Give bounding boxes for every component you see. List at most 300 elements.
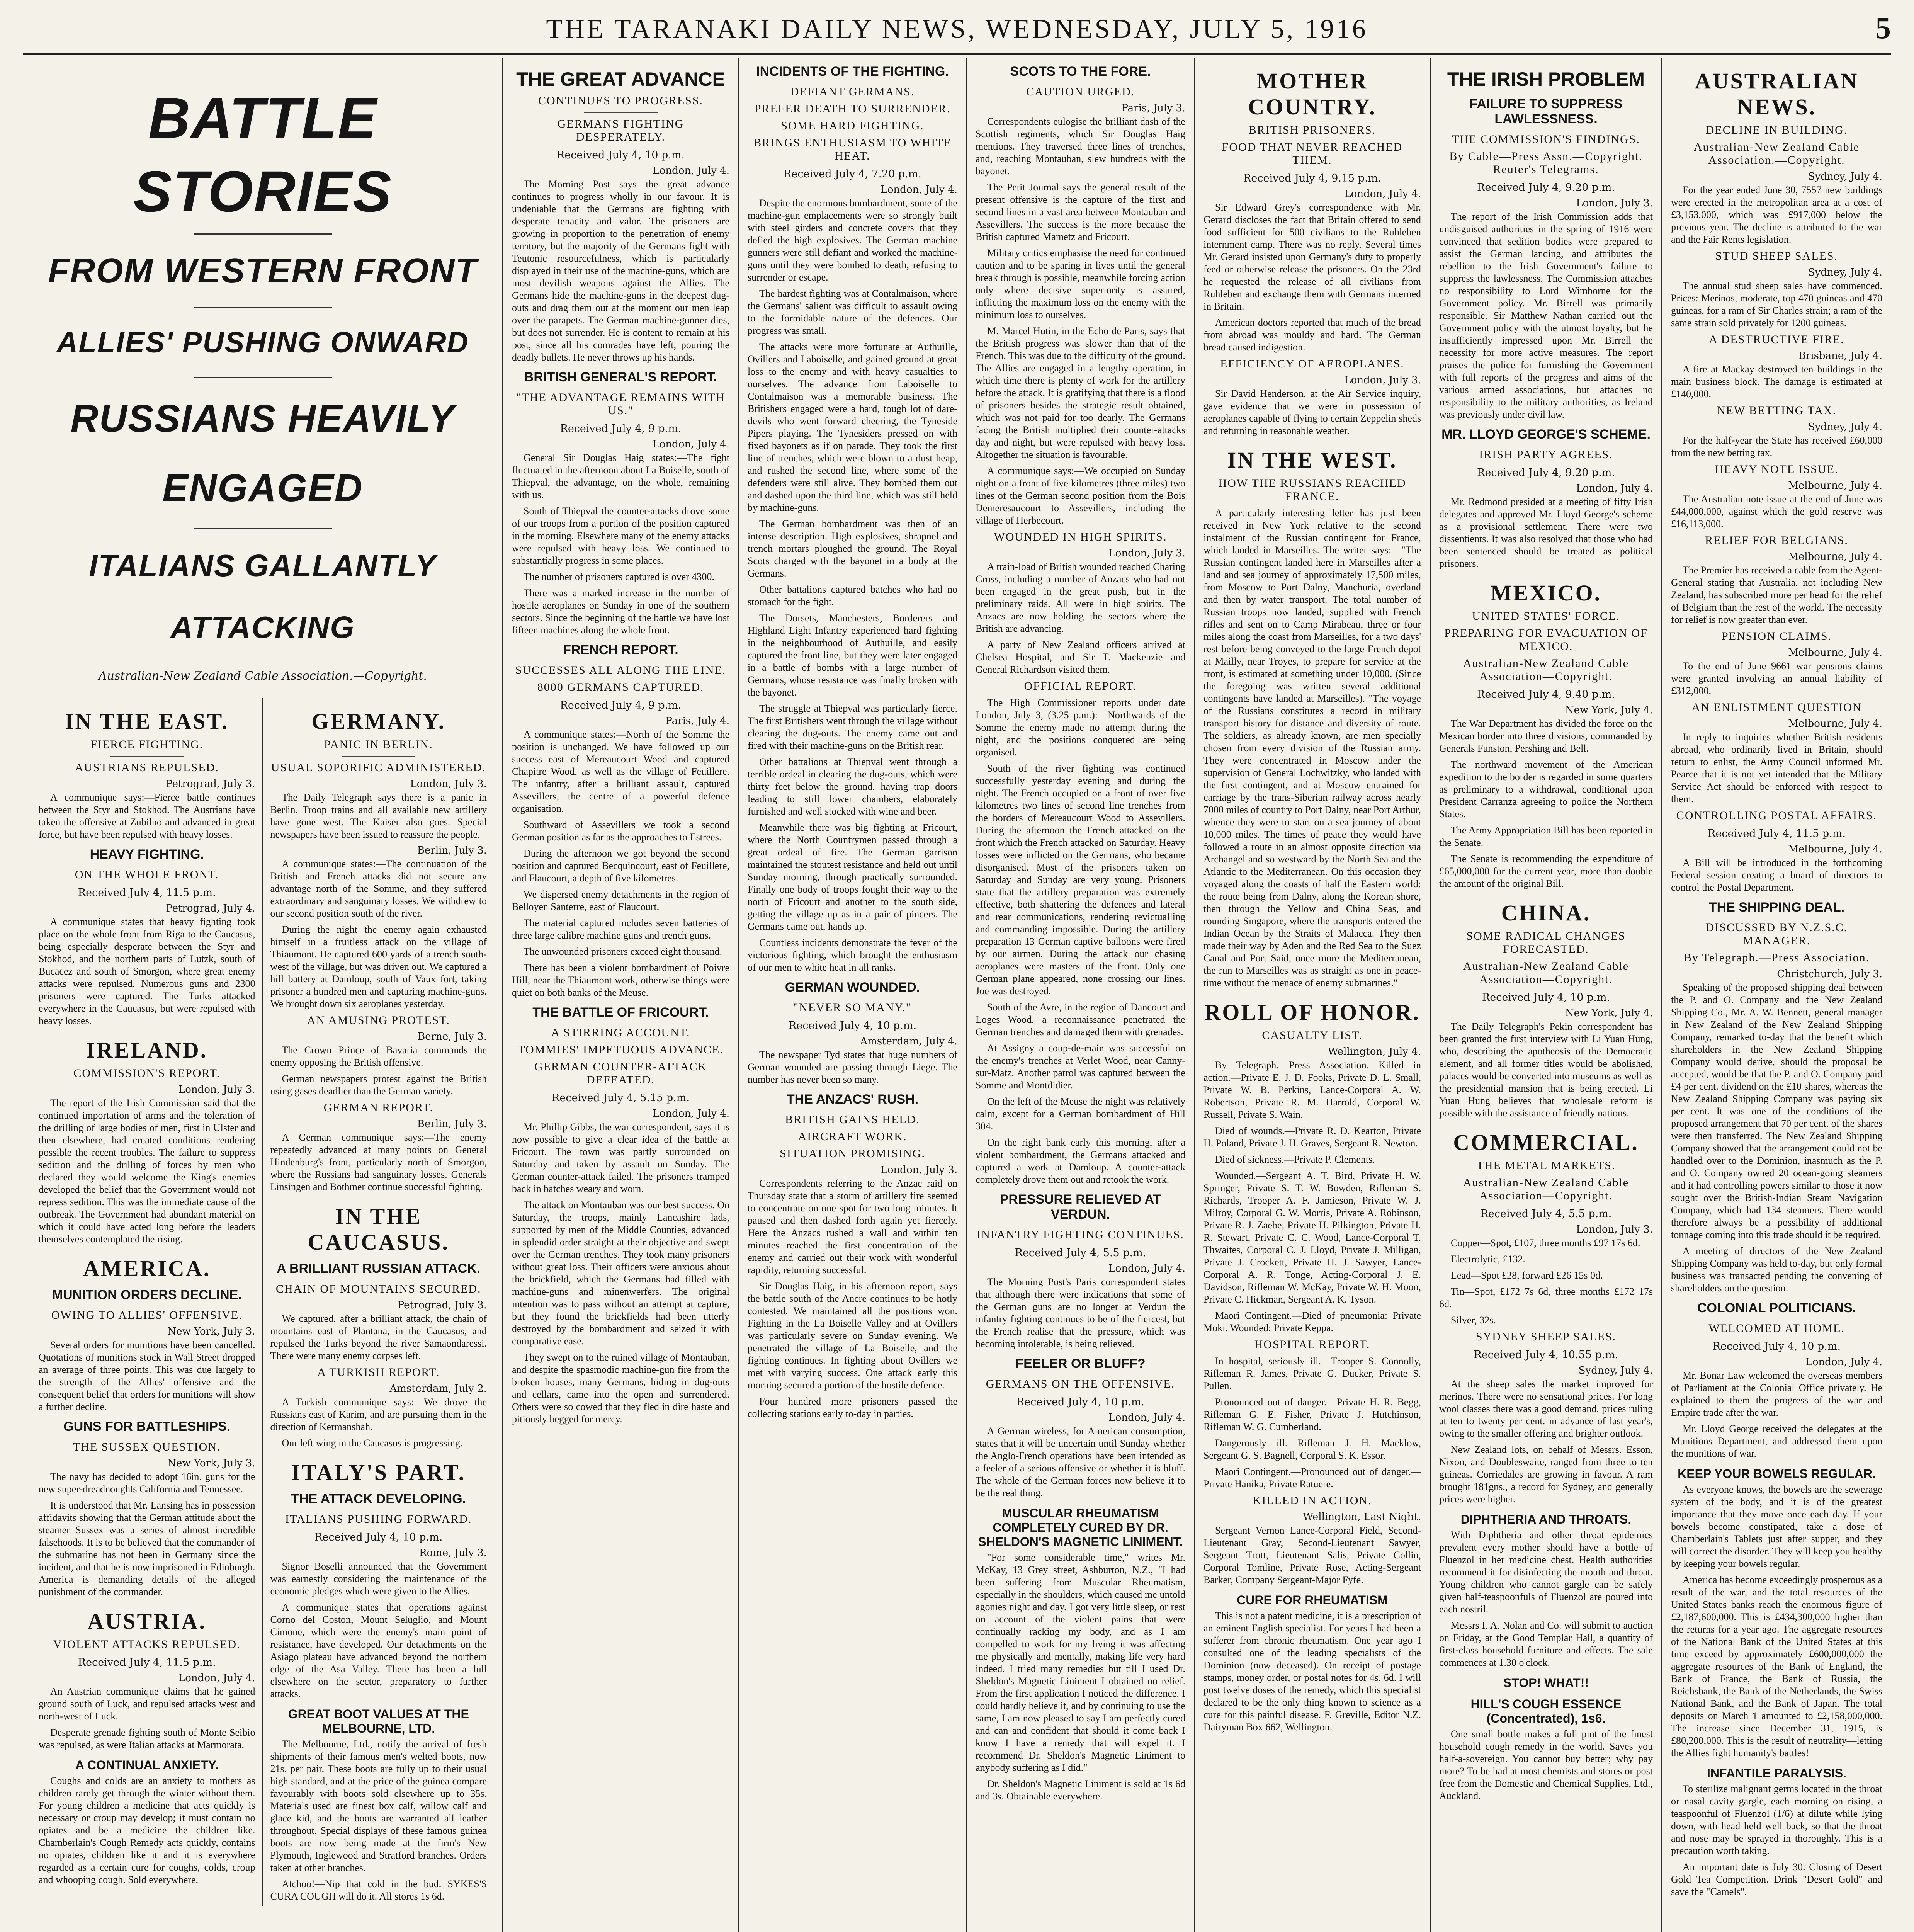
advert-body: An important date is July 30. Closing of Desert Gold Tea Competition. Drink "Desert Gold" and save the "Camels". <box>1671 1861 1882 1897</box>
article-subheading: 8000 GERMANS CAPTURED. <box>537 681 704 694</box>
article-subheading: PREPARING FOR EVACUATION OF MEXICO. <box>1444 627 1648 653</box>
article-subheading: A BRILLIANT RUSSIAN ATTACK. <box>277 1261 481 1276</box>
dateline: London, July 4. <box>1805 1356 1882 1368</box>
article-subheading: "NEVER SO MANY." <box>793 1001 912 1014</box>
article-body: The German bombardment was then of an intense description. High explosives, shrapnel and trench mortars ploughed the ground. The Royal Scots charged with the bayonet in a body at the Germans. <box>748 518 957 579</box>
credit-line: By Cable—Press Assn.—Copyright. Reuter's Telegrams. <box>1449 150 1643 176</box>
article-heading: ITALY'S PART. <box>291 1460 466 1485</box>
article-body: The struggle at Thiepval was particularly fierce. The first Britishers went through the village without clearing the dug-outs. The enemy came out and fired with their machine-guns on the British rear. <box>748 703 957 751</box>
advert-heading: KEEP YOUR BOWELS REGULAR. <box>1678 1467 1876 1481</box>
article-body: The Senate is recommending the expenditure of £65,000,000 for the current year, more than double the amount of the original Bill. <box>1439 853 1653 889</box>
dateline: New York, July 3. <box>167 1326 255 1337</box>
article-body: For the year ended June 30, 7557 new buildings were erected in the metropolitan area at a cost of £3,153,000, which was £917,000 below the previous year. The decline is attributed to the war and the Fair Rents legislation. <box>1671 184 1882 245</box>
dateline: Melbourne, July 4. <box>1788 718 1882 730</box>
dateline: London, July 4. <box>1344 188 1421 200</box>
article-subheading: DISCUSSED BY N.Z.S.C. MANAGER. <box>1705 921 1848 947</box>
article-body: The Morning Post's Paris correspondent states that although there were indications that some of the German guns are no longer at Verdun the infantry fighting continues to be of the fiercest, but the French realise that the pressure, which was becoming intolerable, is being relieved. <box>976 1276 1185 1349</box>
article-heading: IN THE WEST. <box>1227 447 1397 473</box>
advert-body: Atchoo!—Nip that cold in the bud. SYKES'S CURA COUGH will do it. All stores 1s 6d. <box>270 1878 487 1902</box>
divider <box>584 112 658 113</box>
masthead-title: THE TARANAKI DAILY NEWS, WEDNESDAY, JULY 5, 1916 <box>546 14 1368 44</box>
market-line: Lead—Spot £28, forward £26 15s 0d. <box>1451 1270 1603 1281</box>
article-subheading: DEFIANT GERMANS. <box>790 85 915 98</box>
credit-line: Australian-New Zealand Cable Association.—Copyright. <box>1693 141 1860 167</box>
article-body: At the sheep sales the market improved for merinos. There were no sensational prices. For long wool classes there was a good demand, prices ruling at ten to twenty per cent. in advance of last year's, owing to the smaller offering and brighter outlook. <box>1439 1378 1653 1439</box>
dateline: London, July 3. <box>1576 197 1653 209</box>
article-subheading: THE COMMISSION'S FINDINGS. <box>1452 133 1640 146</box>
received-time: Received July 4, 5.5 p.m. <box>1015 1247 1146 1259</box>
article-body: Pronounced out of danger.—Private H. R. Begg, Rifleman G. E. Fisher, Private J. Hutchinson, Rifleman W. G. Cumberland. <box>1203 1396 1421 1432</box>
article-body: Sergeant Vernon Lance-Corporal Field, Second-Lieutenant Gray, Second-Lieutenant Sawyer, Sergeant Trott, Lieutenant Salis, Private Collin, Corporal Tomline, Private Rose, Acting-Sergeant Barker, Company Sergeant-Major Fyfe. <box>1203 1525 1421 1585</box>
article-subheading: UNITED STATES' FORCE. <box>1472 610 1620 622</box>
article-subheading: FAILURE TO SUPPRESS LAWLESSNESS. <box>1469 97 1623 126</box>
article-subheading: CAUTION URGED. <box>1026 85 1135 98</box>
article-body: At Assigny a coup-de-main was successful on the enemy's trenches at Verlet Wood, near Canny-sur-Matz. Another patrol was captured between the Somme and Montdidier. <box>976 1043 1185 1091</box>
received-time: Received July 4, 10.55 p.m. <box>1474 1349 1618 1361</box>
dateline: Berlin, July 3. <box>417 1118 487 1130</box>
article-body: Mr. Bonar Law welcomed the overseas members of Parliament at the Colonial Office privately. He explained to them the progress of the war and Empire trade after the war. <box>1671 1370 1882 1418</box>
article-subheading: KILLED IN ACTION. <box>1253 1494 1372 1507</box>
article-body: A party of New Zealand officers arrived at Chelsea Hospital, and Sir T. Mackenzie and General Richardson visited them. <box>976 639 1185 675</box>
received-time: Received July 4, 9.20 p.m. <box>1477 182 1615 194</box>
article-body: A communique says:—Fierce battle continues between the Styr and Stokhod. The Austrians have taken the offensive at Zubilno and advanced in great force, but have been repulsed with heavy losses. <box>39 792 255 840</box>
article-heading: GERMANY. <box>311 709 446 734</box>
article-subheading: CASUALTY LIST. <box>1262 1029 1363 1042</box>
article-body: A communique states:—The continuation of the British and French attacks did not secure any advantage north of the Somme, and they suffered extraordinary and sanguinary losses. We withdrew to our second position south of the river. <box>270 858 487 919</box>
article-heading: COMMERCIAL. <box>1453 1130 1639 1155</box>
advert-body: One small bottle makes a full pint of the finest household cough remedy in the world. Saves you half-a-sovereign. You cannot buy better; why pay more? To be had at most chemists and stores or post free from the Domestic and Chemical Supplies, Ltd., Auckland. <box>1439 1728 1653 1801</box>
article-subheading: EFFICIENCY OF AEROPLANES. <box>1220 357 1404 370</box>
article-body: The newspaper Tyd states that huge numbers of German wounded are passing through Liege. The number has never been so many. <box>748 1049 957 1085</box>
article-heading: ROLL OF HONOR. <box>1204 1000 1420 1025</box>
article-body: Wounded.—Sergeant A. T. Bird, Private H. W. Springer, Private S. T. W. Bowden, Rifleman S. Richards, Trooper A. F. Jamieson, Private W. J. Milroy, Corporal G. W. Morris, Private A. Robinson, Private R. J. Zaebe, Private H. Pilkington, Private H. R. Stewart, Private C. C. Wood, Lance-Corporal T. Thwaites, Corporal C. J. Lloyd, Private J. Milligan, Private J. Crockett, Private H. J. Sawyer, Lance-Corporal A. R. Tonge, Acting-Corporal J. E. Davidson, Rifleman W. McKay, Private W. H. Moon, Private C. Hickman, Sergeant A. K. Tyson. <box>1203 1170 1421 1305</box>
article-body: They swept on to the ruined village of Montauban, and despite the spasmodic machine-gun fire from the broken houses, many Germans, hiding in dug-outs and cellars, came into the open and surrendered. Others were so cowed that they fled in dire haste and pitiously begged for mercy. <box>512 1352 729 1425</box>
article-body: The navy has decided to adopt 16in. guns for the new super-dreadnoughts California and Tennessee. <box>39 1471 255 1495</box>
article-heading: AUSTRIA. <box>87 1609 207 1634</box>
dateline: London, July 4. <box>1108 1263 1185 1274</box>
article-body: The Morning Post says the great advance continues to progress wholly in our favour. It is undeniable that the Germans are fighting with desperate tenacity and valor. The prisoners are growing in proportion to the penetration of enemy territory, but the majority of the Germans fight with Teutonic resourcefulness, which is particularly displayed in their use of the machine-guns, which are most devilish weapons against the Allies. The Germans hide the machine-guns in the deepest dug-outs and drag them out at the moment our men leap over the parapets. The German machine-gunner dies, but does not surrender. He is content to remain at his post, since all his comrades have left, pouring the deadly bullets. He never throws up his hands. <box>512 179 729 363</box>
dateline: Berne, July 3. <box>418 1031 487 1043</box>
article-body: The Crown Prince of Bavaria commands the enemy opposing the British offensive. <box>270 1044 487 1068</box>
article-subheading: COMMISSION'S REPORT. <box>73 1067 221 1080</box>
advert-heading: A CONTINUAL ANXIETY. <box>75 1758 219 1772</box>
article-body: The Army Appropriation Bill has been reported in the Senate. <box>1439 825 1653 848</box>
article-subheading: SUCCESSES ALL ALONG THE LINE. <box>515 664 726 677</box>
article-heading: INCIDENTS OF THE FIGHTING. <box>756 64 949 79</box>
article-body: A communique says:—We occupied on Sunday night on a front of five kilometres (three miles) two lines of the German second position from the Bois Demeresaucourt to Assevillers, including the village of Herbecourt. <box>976 465 1185 526</box>
article-subheading: BRITISH GENERAL'S REPORT. <box>524 370 717 384</box>
article-subheading: HEAVY NOTE ISSUE. <box>1715 463 1839 476</box>
article-body: The report of the Irish Commission said that the continued importation of arms and the toleration of the drilling of large bodies of men, first in Ulster and then elsewhere, had created conditions rendering possible the recent troubles. The failure to suppress sedition and the drilling of forces by men who declared they would welcome the King's enemies developed the belief that the Government would not repress sedition. This was the immediate cause of the outbreak. The Government had abundant material on which it could have acted long before the leaders themselves contemplated the rising. <box>39 1097 255 1245</box>
article-subheading: INFANTRY FIGHTING CONTINUES. <box>977 1228 1184 1241</box>
dateline: Wellington, July 4. <box>1328 1046 1421 1058</box>
article-body: South of the Avre, in the region of Dancourt and Loges Wood, a reconnaissance penetrated the German trenches and damaged them with grenades. <box>976 1002 1185 1037</box>
article-subheading: USUAL SOPORIFIC ADMINISTERED. <box>271 761 486 774</box>
article-body: Other battalions captured batches who had no stomach for the fight. <box>748 584 957 607</box>
market-line: Copper—Spot, £107, three months £97 17s 6d. <box>1451 1237 1640 1248</box>
article-subheading: GERMANS ON THE OFFENSIVE. <box>986 1378 1175 1390</box>
dateline: Paris, July 3. <box>1121 102 1185 114</box>
banner-credit: Australian-New Zealand Cable Association.—Copyright. <box>99 669 427 683</box>
article-body: Four hundred more prisoners passed the collecting stations early to-day in parties. <box>748 1396 957 1419</box>
article-heading: IN THE CAUCASUS. <box>308 1204 449 1255</box>
dateline: Petrograd, July 4. <box>166 903 255 914</box>
dateline: Rome, July 3. <box>419 1547 487 1559</box>
article-body: Meanwhile there was big fighting at Fricourt, where the North Countrymen passed through a great ordeal of fire. The German garrison maintained the stoutest resistance and held out until Sunday morning, through practically surrounded. Finally one body of troops fought their way to the north of Fricourt and another to the south side, getting the village up as in a pair of pincers. The Germans came out, hands up. <box>748 822 957 932</box>
article-subheading: PANIC IN BERLIN. <box>324 738 433 751</box>
advert-body: As everyone knows, the bowels are the sewerage system of the body, and it is of the greatest importance that they move once each day. If your bowels become constipated, take a dose of Chamberlain's Tablets just after supper, and they will correct the disorder. They will keep you healthy by keeping your bowels regular. <box>1671 1484 1882 1569</box>
article-body: A German wireless, for American consumption, states that it will be uncertain until Sunday whether the Anglo-French operations have been intended as a feeler of a serious offensive or whether it is bluff. The whole of the German forces now believe it to be the real thing. <box>976 1425 1185 1498</box>
article-subheading: THE ATTACK DEVELOPING. <box>291 1492 466 1506</box>
article-body: There was a marked increase in the number of hostile aeroplanes on Sunday in one of the southern sectors. Since the beginning of the battle we have lost fifteen machines along the whole front. <box>512 587 729 636</box>
article-subheading: FIERCE FIGHTING. <box>90 738 204 751</box>
dateline: Christchurch, July 3. <box>1777 968 1882 980</box>
banner-line-3: ALLIES' PUSHING ONWARD <box>56 326 469 359</box>
article-subheading: ON THE WHOLE FRONT. <box>75 868 219 881</box>
article-subheading: TOMMIES' IMPETUOUS ADVANCE. <box>518 1043 724 1056</box>
article-subheading: RELIEF FOR BELGIANS. <box>1705 534 1848 547</box>
received-time: Received July 4, 10 p.m. <box>1016 1396 1145 1408</box>
advert-body: To sterilize malignant germs located in the throat or nasal cavity gargle, each morning on rising, a teaspoonful of Fluenzol (1/6) at dilute while lying down, with head held well back, so that the throat and nose may be sprayed in thoroughly. This is a precaution worth taking. <box>1671 1783 1882 1856</box>
article-heading: IRELAND. <box>86 1037 208 1063</box>
dateline: Paris, July 4. <box>665 715 729 727</box>
masthead <box>23 7 1891 55</box>
article-subheading: DECLINE IN BUILDING. <box>1705 124 1848 136</box>
article-body: The Daily Telegraph says there is a panic in Berlin. Troop trains and all available new artillery have gone west. The Kaiser also goes. Special newspapers have been issued to reassure the people. <box>270 792 487 840</box>
article-body: A fire at Mackay destroyed ten buildings in the main business block. The damage is estimated at £140,000. <box>1671 364 1882 400</box>
article-subheading: AIRCRAFT WORK. <box>798 1130 907 1143</box>
article-subheading: THE ANZACS' RUSH. <box>786 1092 919 1107</box>
article-body: By Telegraph.—Press Association. Killed in action.—Private E. J. D. Fooks, Private D. L. Small, Private W. B. Perkins, Lance-Corporal A. W. Robertson, Private R. M. Harrold, Corporal W. Russell, Private S. Wain. <box>1203 1060 1421 1120</box>
article-body: Other battalions at Thiepval went through a terrible ordeal in clearing the dug-outs, which were thirty feet below the ground, having trap doors leading to still lower chambers, elaborately furnished and well stocked with wine and beer. <box>748 756 957 817</box>
article-body: There has been a violent bombardment of Poivre Hill, near the Thiaumont work, otherwise things were quiet on both banks of the Meuse. <box>512 962 729 998</box>
article-body: In reply to inquiries whether British residents abroad, who ordinarily lived in Britain, should return to enlist, the Army Council informed Mr. Pearce that it is not yet intended that the Military Service Act should be enforced with respect to them. <box>1671 731 1882 804</box>
article-subheading: VIOLENT ATTACKS REPULSED. <box>53 1638 241 1651</box>
article-body: It is understood that Mr. Lansing has in possession affidavits showing that the German attitude about the steamer Sussex was a series of almost incredible falsehoods. It is to be believed that the commander of the submarine has not been in Germany since the incident, and that he is now imprisoned in Edinburgh. America is demanding details of the alleged punishment of the commander. <box>39 1500 255 1597</box>
dateline: Petrograd, July 3. <box>166 778 255 790</box>
article-body: Died of wounds.—Private R. D. Kearton, Private H. Poland, Private J. H. Graves, Sergeant R. Newton. <box>1203 1125 1421 1149</box>
column-6 <box>1430 58 1661 1932</box>
market-line: Electrolytic, £132. <box>1451 1253 1525 1265</box>
article-body: Sir Douglas Haig, in his afternoon report, says the battle south of the Ancre continues to be hotly contested. We maintained all the positions won. Fighting in the La Boiselle Valley and at Ovillers was particularly severe on Sunday evening. We penetrated the village of La Boiselle, and the fighting continues. In fighting about Ovillers we met with varying success. One attack early this morning secured a portion of the hostile defence. <box>748 1281 957 1391</box>
article-body: Several orders for munitions have been cancelled. Quotations of munitions stock in Wall Street dropped an average of three points. This was due largely to the strength of the Allies' offensive and the consequent belief that orders for munitions will show a further decline. <box>39 1339 255 1412</box>
article-body: An Austrian communique claims that he gained ground south of Luck, and repulsed attacks west and north-west of Luck. <box>39 1686 255 1722</box>
article-body: The hardest fighting was at Contalmaison, where the Germans' salient was difficult to assault owing to the formidable nature of the defences. Our progress was small. <box>748 288 957 336</box>
article-body: Sir David Henderson, at the Air Service inquiry, gave evidence that we were in possession of aeroplanes capable of flying to certain Zeppelin sheds and returning in reasonable weather. <box>1203 388 1421 436</box>
market-line: Tin—Spot, £172 7s 6d, three months £172 17s 6d. <box>1439 1286 1653 1310</box>
article-subheading: MUNITION ORDERS DECLINE. <box>52 1287 242 1302</box>
article-subheading: WELCOMED AT HOME. <box>1708 1322 1845 1335</box>
article-body: The attacks were more fortunate at Authuille, Ovillers and Laboiselle, and gained ground at great loss to the enemy and with heavy casualties to ourselves. The advance from Laboiselle to Contalmaison was a memorable business. The Britishers engaged were a hard, tough lot of dare-devils who went forward cheering, the Tyneside Pipers playing. The Tynesiders pressed on with fixed bayonets as if on parade. They took the first line of trenches, which were blown to a dust heap, and rushed the second line, where some of the defenders were still alive. They bombed them out and dashed upon the third line, which was still held by machine-guns. <box>748 341 957 513</box>
article-body: Southward of Assevillers we took a second German position as far as the approaches to Estrees. <box>512 819 729 843</box>
article-heading: THE SHIPPING DEAL. <box>1708 900 1845 915</box>
article-subheading: HEAVY FIGHTING. <box>90 847 204 862</box>
article-body: The northward movement of the American expedition to the border is regarded in some quarters as preliminary to a withdrawal, conditional upon President Carranza agreeing to police the Northern States. <box>1439 759 1653 820</box>
article-body: For the half-year the State has received £60,000 from the new betting tax. <box>1671 435 1882 458</box>
article-subheading: THE SUSSEX QUESTION. <box>73 1440 221 1453</box>
dateline: Petrograd, July 3. <box>397 1299 487 1311</box>
article-heading: IN THE EAST. <box>65 709 229 734</box>
article-body: The material captured includes seven batteries of three large calibre machine guns and trench guns. <box>512 917 729 941</box>
article-body: A communique states that operations against Corno del Coston, Mount Seluglio, and Mount Cimone, which were the enemy's main point of resistance, have developed. Our detachments on the Asiago plateau have advanced beyond the northern edge of the Asa Valley. There has been a lull elsewhere on the sector, preparatory to further attacks. <box>270 1602 487 1699</box>
article-heading: SCOTS TO THE FORE. <box>1010 64 1151 79</box>
received-time: Received July 4, 11.5 p.m. <box>78 887 216 899</box>
advert-body: Coughs and colds are an anxiety to mothers as children rarely get through the winter without them. For young children a medicine that acts quickly is necessary or croup may develop; it must contain no opiates and be a medicine the children like. Chamberlain's Cough Remedy acts quickly, contains no opiates, children like it and it is everywhere regarded as a certain cure for coughs, colds, croup and whooping cough. Sold everywhere. <box>39 1775 255 1885</box>
column-5 <box>1194 58 1430 1932</box>
received-time: Received July 4, 10 p.m. <box>556 149 685 161</box>
article-subheading: IRISH PARTY AGREES. <box>1479 448 1613 461</box>
article-body: A Bill will be introduced in the forthcoming Federal session creating a board of directors to control the Postal Department. <box>1671 857 1882 893</box>
article-subheading: BRITISH PRISONERS. <box>1248 124 1376 136</box>
received-time: Received July 4, 9 p.m. <box>560 423 682 435</box>
article-body: New Zealand lots, on behalf of Messrs. Esson, Nixon, and Doubleswaite, ranged from three to ten guineas. Corriedales are growing in favour. A ram brought 181gns., a record for Sydney, and generally prices were higher. <box>1439 1444 1653 1505</box>
market-line: Silver, 32s. <box>1451 1315 1496 1326</box>
article-subheading: PRESSURE RELIEVED AT VERDUN. <box>999 1192 1161 1222</box>
article-subheading: BRITISH GAINS HELD. <box>785 1113 920 1126</box>
article-subheading: CONTINUES TO PROGRESS. <box>538 94 704 107</box>
article-body: The Australian note issue at the end of June was £44,000,000, against which the gold reserve was £16,113,000. <box>1671 493 1882 529</box>
article-subheading: SITUATION PROMISING. <box>780 1147 925 1160</box>
column-1b <box>262 698 494 1906</box>
banner-line-5: ITALIANS GALLANTLY ATTACKING <box>89 548 437 645</box>
dateline: London, July 3. <box>1344 374 1421 386</box>
article-body: The Petit Journal says the general result of the present offensive is the capture of the first and second lines in a vast area between Montauban and Assevillers. The success is the more because the British captured Mametz and Fricourt. <box>976 182 1185 242</box>
credit-line: Australian-New Zealand Cable Association—Copyright. <box>1463 960 1629 986</box>
article-subheading: A DESTRUCTIVE FIRE. <box>1709 333 1844 346</box>
dateline: London, July 3. <box>410 778 487 790</box>
article-subheading: HOW THE RUSSIANS REACHED FRANCE. <box>1218 477 1406 503</box>
banner-line-4: RUSSIANS HEAVILY ENGAGED <box>70 397 455 510</box>
article-body: The unwounded prisoners exceed eight thousand. <box>524 946 722 957</box>
article-subheading: FRENCH REPORT. <box>563 643 678 657</box>
article-body: Dangerously ill.—Rifleman J. H. Macklow, Sergeant G. S. Bagnell, Corporal S. K. Essor. <box>1203 1437 1421 1461</box>
article-body: Countless incidents demonstrate the fever of the victorious fighting, which brought the enthusiasm of our men to white heat in all ranks. <box>748 937 957 973</box>
dateline: London, July 3. <box>1108 548 1185 559</box>
article-body: The report of the Irish Commission adds that undisguised authorities in the spring of 1916 were convinced that sedition bodies were prepared to assist the German landing, and attributes the rebellion to the Irish Government's failure to suppress the lawlessness. The Commission attaches no responsibility to Lord Wimborne for the Government policy. Mr. Birrell was primarily responsible. Sir Matthew Nathan carried out the Government policy with the utmost loyalty, but he insufficiently impressed upon Mr. Birrell the necessity for more active measures. The report praises the police for furnishing the Government with full reports of the progress and aims of the various armed associations, but attaches no responsibility to the military authorities, as Ireland was previously under civil law. <box>1439 211 1653 420</box>
dateline: Melbourne, July 4. <box>1788 480 1882 492</box>
article-subheading: GUNS FOR BATTLESHIPS. <box>63 1419 231 1434</box>
article-body: A particularly interesting letter has just been received in New York relative to the second instalment of the Russian contingent for France, which landed in Marseilles. The writer says:—"The Russian contingent landed here in Marseilles after a land and sea journey of approximately 17,500 miles, from Moscow to Port Dalny, Manchuria, overland and then by water transport. The total number of Russian troops now landed, supplied with French rifles and sent on to Camp Mirabeau, three or four miles along the coast from Marseilles, for a two days' rest before being conveyed to the large French depot at Mailly, near Troyes, to prepare for service at the front, is estimated at something under 10,000. (Since the foregoing was written several additional contingents have landed at Marseilles). "The voyage of the Russians constitutes a record in military transport history for distance and diversity of route. The soldiers, as already known, are men specially chosen from every division of the Russian army. They were concentrated in Moscow under the supervision of General Lochwitzky, who landed with the first contingent, and at Moscow entrained for carriage by the trans-Siberian railway across nearly 7000 miles of country to Port Dalny, near Port Arthur, whence they were to start on a sea journey of about 10,000 miles. The times of peace they would have followed a route in an almost opposite direction via Archangel and so westward by the North Sea and the Atlantic to the Mediterranean. On this occasion they voyaged along the coasts of half the Eastern world: the route being from Dalny, along the Korean shore, then through the Yellow and China Seas, and rounding Singapore, where the transports entered the Indian Ocean by the Straits of Malacca. They then made their way by Aden and the Red Sea to the Suez Canal and Port Said, once more the Mediterranean, the run to Marseilles was as straight as one in peace-time without the menace of enemy submarines." <box>1203 507 1421 988</box>
article-subheading: SYDNEY SHEEP SALES. <box>1475 1330 1617 1343</box>
dateline: London, July 4. <box>881 184 957 196</box>
banner-line-2: FROM WESTERN FRONT <box>48 252 478 290</box>
column-1 <box>23 58 502 1932</box>
advert-body: This is not a patent medicine, it is a prescription of an eminent English specialist. For years I had been a sufferer from chronic rheumatism. One year ago I consulted one of the leading specialists of the Dominion (now deceased). On receipt of postage stamps, money order, or postal notes for 4s. 6d. I will post twelve doses of the remedy, which this specialist declared to be the only thing known to science as a cure for this painful disease. F. Greville, Editor N.Z. Dairyman Box 662, Wellington. <box>1203 1610 1421 1733</box>
article-body: We dispersed enemy detachments in the region of Belloyen Santerre, east of Flaucourt. <box>512 889 729 912</box>
article-heading: COLONIAL POLITICIANS. <box>1697 1301 1856 1315</box>
received-time: Received July 4, 11.5 p.m. <box>1708 828 1846 840</box>
dateline: Sydney, July 4. <box>1808 171 1882 182</box>
received-time: Received July 4, 9.40 p.m. <box>1477 689 1615 701</box>
article-body: The War Department has divided the force on the Mexican border into three divisions, commanded by Generals Funston, Pershing and Bell. <box>1439 718 1653 754</box>
article-subheading: ITALIANS PUSHING FORWARD. <box>285 1513 472 1526</box>
article-body: The annual stud sheep sales have commenced. Prices: Merinos, moderate, top 470 guineas and 470 guineas, for a ram of Sir Charles strain; a ram of the same strain sold privately for 1200 guineas. <box>1671 280 1882 328</box>
article-subheading: MR. LLOYD GEORGE'S SCHEME. <box>1441 427 1651 442</box>
dateline: London, July 4. <box>653 165 729 177</box>
article-body: To the end of June 9661 war pensions claims were granted involving an annual liability of £312,000. <box>1671 660 1882 696</box>
banner-rule <box>194 307 332 308</box>
article-body: We captured, after a brilliant attack, the chain of mountains east of Plantana, in the Caucasus, and repulsed the Turks beyond the river Samaondaressi. There were many enemy corpses left. <box>270 1313 487 1361</box>
received-time: Received July 4, 10 p.m. <box>788 1020 917 1032</box>
dateline: London, July 4. <box>1108 1412 1185 1423</box>
received-time: Received July 4, 9.20 p.m. <box>1477 467 1615 479</box>
article-heading: AMERICA. <box>83 1256 211 1281</box>
article-body: America has become exceedingly prosperous as a result of the war, and the total resources of the United States banks reach the enormous figure of £2,187,600,000. This is £434,300,000 higher than the returns for a year ago. The aggregate resources of the National Bank of the United States at this time exceed by approximately £600,000,000 the aggregate resources of the Bank of England, the Bank of France, the Bank of Russia, the Reichsbank, the Bank of the Netherlands, the Swiss National Bank, and the Bank of Japan. The total deposits on March 1 amounted to £2,158,000,000. The increase since December 31, 1915, is £80,200,000. This is the result of neutrality—letting the Allies fight humanity's battles! <box>1671 1574 1882 1759</box>
dateline: Amsterdam, July 2. <box>389 1383 487 1395</box>
advert-heading: DIPHTHERIA AND THROATS. <box>1460 1512 1632 1526</box>
advert-body: Dr. Sheldon's Magnetic Liniment is sold at 1s 6d and 3s. Obtainable everywhere. <box>976 1778 1185 1802</box>
dateline: Melbourne, July 4. <box>1788 551 1882 563</box>
dateline: Sydney, July 4. <box>1578 1365 1653 1376</box>
dateline: London, July 3. <box>1576 1224 1653 1235</box>
received-time: Received July 4, 9 p.m. <box>560 699 682 711</box>
column-1-subcolumns <box>32 698 494 1906</box>
received-time: Received July 4, 5.5 p.m. <box>1480 1208 1612 1220</box>
article-body: A communique states:—North of the Somme the position is unchanged. We have followed up our success east of Mereaucourt Wood and captured Chapitre Wood, as well as the village of Feuillere. The infantry, after a brilliant assault, captured Assevillers, the centre of a powerful defence organisation. <box>512 729 729 814</box>
article-body: Correspondents eulogise the brilliant dash of the Scottish regiments, which Sir Douglas Haig mentions. They traversed three lines of trenches, and, reaching Montauban, slew hundreds with the bayonet. <box>976 116 1185 177</box>
banner-line-1: BATTLE STORIES <box>133 85 392 224</box>
dateline: Sydney, July 4. <box>1808 421 1882 433</box>
article-subheading: A TURKISH REPORT. <box>317 1366 440 1379</box>
article-body: American doctors reported that much of the bread from abroad was mouldy and hard. The German bread caused indigestion. <box>1203 317 1421 353</box>
column-2 <box>502 58 738 1932</box>
received-time: Received July 4, 7.20 p.m. <box>784 168 921 180</box>
article-body: Sir Edward Grey's correspondence with Mr. Gerard discloses the fact that Britain offered to send food sufficient for 500 civilians to the Ruhleben internment camp. There was no reply. Several times Mr. Gerard insisted upon Germany's duty to properly feed or otherwise release the prisoners. On the 23rd he requested the release of all civilians from Ruhleben and exchange them with Germans interned in Britain. <box>1203 202 1421 312</box>
banner-rule <box>194 528 332 529</box>
advert-heading: GREAT BOOT VALUES AT THE MELBOURNE, LTD. <box>288 1707 469 1735</box>
article-body: The High Commissioner reports under date London, July 3, (3.25 p.m.):—Northwards of the Somme the enemy made no attempt during the night, and the positions conquered are being organised. <box>976 697 1185 758</box>
article-subheading: FOOD THAT NEVER REACHED THEM. <box>1222 141 1403 167</box>
received-time: Received July 4, 10 p.m. <box>1482 992 1610 1003</box>
article-heading: MEXICO. <box>1490 580 1602 605</box>
received-time: Received July 4, 5.15 p.m. <box>552 1092 690 1104</box>
article-body: South of the river fighting was continued successfully yesterday evening and during the night. The French occupied on a front of over five kilometres two lines of second line trenches from the borders of Mereaucourt Wood to Assevillers. During the afternoon the French attacked on the front which the French attacked on Saturday. Heavy losses were inflicted on the Germans, who became disorganised. Most of the prisoners taken on Saturday and Sunday are very young. Prisoners state that the artillery preparation was extremely effective, both shattering the defences and lateral and rear communications, rendering revictualling and commanding impossible. During the artillery preparation 13 German captive balloons were fired by our airmen. During the attack our chasing aeroplanes were masters of the front. Only one German plane appeared, none crossing our lines. Joe was destroyed. <box>976 763 1185 997</box>
article-heading: THE GREAT ADVANCE <box>516 68 725 90</box>
article-subheading: "THE ADVANTAGE REMAINS WITH US." <box>516 391 725 417</box>
article-body: German newspapers protest against the British using gases deadlier than the German variety. <box>270 1073 487 1097</box>
article-body: Died of sickness.—Private P. Clements. <box>1215 1154 1375 1165</box>
article-body: In hospital, seriously ill.—Trooper S. Connolly, Rifleman R. James, Private G. Ducker, Private S. Pullen. <box>1203 1355 1421 1391</box>
dateline: Sydney, July 4. <box>1808 267 1882 278</box>
dateline: London, July 3. <box>881 1164 957 1176</box>
banner-rule <box>194 233 332 235</box>
article-subheading: BRINGS ENTHUSIASM TO WHITE HEAT. <box>753 136 952 162</box>
received-time: Received July 4, 10 p.m. <box>314 1531 443 1543</box>
advert-heading: HILL'S COUGH ESSENCE (Concentrated), 1s6. <box>1470 1697 1622 1725</box>
article-body: South of Thiepval the counter-attacks drove some of our troops from a portion of the position captured in the morning. Elsewhere many of the enemy attacks were repulsed with heavy loss. We continued to substantially progress in some places. <box>512 505 729 566</box>
article-body: The attack on Montauban was our best success. On Saturday, the troops, mainly Lancashire lads, supported by men of the Middle Counties, advanced in splendid order straight at their objective and swept over the German trenches. They took many prisoners without great loss. Their officers were anxious about the brickfield, which the Germans had filled with machine-guns and minenwerfers. The original intention was to pass without an attempt at capture, but they found the brickfields had been utterly destroyed by the bombardment and seized it with comparative ease. <box>512 1199 729 1347</box>
column-7 <box>1661 58 1891 1932</box>
dateline: London, July 4. <box>653 1108 729 1119</box>
article-body: Mr. Phillip Gibbs, the war correspondent, says it is now possible to give a clear idea of the battle at Fricourt. The town was partly surrounded on Saturday and taken by assault on Sunday. The German counter-attack failed. The prisoners tramped back in batches weary and worn. <box>512 1121 729 1194</box>
article-subheading: GERMANS FIGHTING DESPERATELY. <box>557 117 684 143</box>
article-body: During the night the enemy again exhausted himself in a fruitless attack on the village of Thiaumont. He captured 600 yards of a trench south-west of the village, but was driven out. We captured a hill battery at Damloup, south of Vaux fort, taking prisoner a hundred men and capturing machine-guns. We brought down six aeroplanes yesterday. <box>270 924 487 1009</box>
article-subheading: FEELER OR BLUFF? <box>1015 1356 1146 1371</box>
article-body: General Sir Douglas Haig states:—The fight fluctuated in the afternoon about La Boiselle, south of Thiepval, the advantage, on the whole, remaining with us. <box>512 452 729 500</box>
article-body: Despite the enormous bombardment, some of the machine-gun emplacements were so strongly built with steel girders and concrete covers that they defied the high explosives. The German machine gunners were still defiant and worked the machine-guns until they were bombed to death, refusing to surrender or escape. <box>748 197 957 283</box>
article-subheading: A STIRRING ACCOUNT. <box>551 1026 690 1039</box>
article-subheading: NEW BETTING TAX. <box>1717 404 1837 417</box>
article-body: During the afternoon we got beyond the second position and captured Becquincourt, east of Feuillere, and Flaucourt, a depth of five kilometres. <box>512 848 729 884</box>
article-body: Signor Boselli announced that the Government was earnestly considering the maintenance of the economic pledges which were given to the Allies. <box>270 1561 487 1597</box>
column-1a <box>32 698 262 1906</box>
dateline: Brisbane, July 4. <box>1798 350 1882 362</box>
dateline: Berlin, July 3. <box>417 845 487 856</box>
article-subheading: PENSION CLAIMS. <box>1721 630 1832 643</box>
article-body: The Daily Telegraph's Pekin correspondent has been granted the first interview with Li Yuan Hung, who, describing the apotheosis of the Democratic element, and all former titles would be abolished, palaces would be converted into museums as well as the presidential mansion that is being erected. Li Yuan Hung believes that wholesale reform is possible with the assistance of friendly nations. <box>1439 1021 1653 1119</box>
article-subheading: AUSTRIANS REPULSED. <box>75 761 219 774</box>
article-heading: MOTHER COUNTRY. <box>1248 68 1377 119</box>
article-heading: THE IRISH PROBLEM <box>1447 68 1645 90</box>
article-subheading: SOME RADICAL CHANGES FORECASTED. <box>1466 930 1626 956</box>
divider <box>110 756 184 757</box>
dateline: London, July 4. <box>653 439 729 450</box>
article-body: Desperate grenade fighting south of Monte Seibio was repulsed, as were Italian attacks at Marmorata. <box>39 1727 255 1750</box>
credit-line: Australian-New Zealand Cable Association—Copyright. <box>1463 1176 1629 1202</box>
received-time: Received July 4, 10 p.m. <box>1712 1340 1841 1352</box>
article-body: Correspondents referring to the Anzac raid on Thursday state that a storm of artillery fire seemed to concentrate on one spot for two long minutes. It paused and then dashed forth again yet fiercely. Here the Anzacs rushed a wall and within ten minutes reached the first concentration of the enemy and carried out their work with wonderful rapidity, returning successful. <box>748 1178 957 1276</box>
article-subheading: OFFICIAL REPORT. <box>1024 680 1137 692</box>
divider <box>342 756 415 757</box>
article-body: Mr. Lloyd George received the delegates at the Munitions Department, and addressed them upon the munitions of war. <box>1671 1423 1882 1459</box>
article-body: A meeting of directors of the New Zealand Shipping Company was held to-day, but only formal business was transacted pending the convening of shareholders on the question. <box>1671 1245 1882 1294</box>
article-body: The Premier has received a cable from the Agent-General stating that Australia, not including New Zealand, has subscribed more per head for the relief of Belgium than the rest of the world. The necessity for relief is now greater than ever. <box>1671 565 1882 625</box>
credit-line: Australian-New Zealand Cable Association—Copyright. <box>1463 657 1629 683</box>
article-subheading: AN AMUSING PROTEST. <box>307 1014 450 1027</box>
advert-body: "For some considerable time," writes Mr. McKay, 13 Grey street, Ashburton, N.Z., "I had been suffering from Muscular Rheumatism, especially in the shoulders, which caused me untold agonies night and day. I got very little sleep, or rest on account of the violent pains that were continually racking my body, and as I am compelled to work for my living it was affecting me physically and mentally, making life very hard indeed. I tried many remedies but till I used Dr. Sheldon's Magnetic Liniment I obtained no relief. From the first application I noticed the difference. I could hardly believe it, and by continuing to use the same, I am now pleased to say I am perfectly cured and can and confident that should it come back I know I have a remedy that will expel it. I recommend Dr. Sheldon's Magnetic Liniment to anybody suffering as I did." <box>976 1552 1185 1773</box>
article-body: On the left of the Meuse the night was relatively calm, except for a German bombardment of Hill 304. <box>976 1096 1185 1132</box>
received-time: Received July 4, 9.15 p.m. <box>1243 172 1381 184</box>
column-4 <box>966 58 1194 1932</box>
advert-heading: STOP! WHAT!! <box>1503 1676 1589 1690</box>
article-subheading: PREFER DEATH TO SURRENDER. <box>754 102 951 115</box>
article-body: The number of prisoners captured is over 4300. <box>524 571 714 582</box>
advert-heading: MUSCULAR RHEUMATISM COMPLETELY CURED BY DR. SHELDON'S MAGNETIC LINIMENT. <box>978 1506 1183 1549</box>
dateline: Melbourne, July 4. <box>1788 647 1882 658</box>
article-subheading: SOME HARD FIGHTING. <box>781 119 924 132</box>
article-subheading: GERMAN WOUNDED. <box>785 980 920 995</box>
article-subheading: OWING TO ALLIES' OFFENSIVE. <box>51 1309 243 1321</box>
article-subheading: STUD SHEEP SALES. <box>1715 250 1838 262</box>
advert-heading: INFANTILE PARALYSIS. <box>1707 1766 1846 1780</box>
article-subheading: CONTROLLING POSTAL AFFAIRS. <box>1676 809 1877 822</box>
article-body: Maori Contingent.—Died of pneumonia: Private Moki. Wounded: Private Keppa. <box>1203 1310 1421 1333</box>
advert-heading: CURE FOR RHEUMATISM <box>1237 1593 1388 1607</box>
article-body: A communique states that heavy fighting took place on the whole front from Riga to the Caucasus, being especially desperate between the Styr and Stokhod, and the northern parts of Lutzk, south of Bucacez and south of Smorgon, where great enemy attacks were repulsed. Numerous guns and 2300 prisoners were captured. The Turks attacked everywhere in the Caucasus, but were repulsed with heavy losses. <box>39 916 255 1026</box>
advert-body: The Melbourne, Ltd., notify the arrival of fresh shipments of their famous men's welted boots, now 21s. per pair. These boots are fully up to their usual high standard, and at the price of the guinea compare favourably with boots sold elsewhere up to 35s. Materials used are finest box calf, willow calf and glace kid, and the boots are warranted all leather throughout. Special displays of these famous guinea boots are now being made at the firm's New Plymouth, Inglewood and Stratford branches. Orders taken at other branches. <box>270 1738 487 1873</box>
article-body: M. Marcel Hutin, in the Echo de Paris, says that the British progress was slower than that of the French. This was due to the difficulty of the ground. The Allies are engaged in a lengthy operation, in which time there is plenty of work for the artillery before the attack. It is gratifying that there is a flood of prisoners besides the strategic result obtained, which was not paid for too dearly. The Germans facing the British multiplied their counter-attacks day and night, but were repulsed with heavy loss. Altogether the situation is favourable. <box>976 325 1185 460</box>
article-heading: AUSTRALIAN NEWS. <box>1695 68 1859 119</box>
column-3 <box>738 58 966 1932</box>
article-body: The Dorsets, Manchesters, Borderers and Highland Light Infantry experienced hard fighting in the neighbourhood of Authuille, and easily captured the front line, but they were later engaged in a battle of bombs with a large number of Germans, whose resistance was finally broken with the bayonet. <box>748 612 957 698</box>
page-number: 5 <box>1875 11 1891 45</box>
dateline: London, July 4. <box>1576 483 1653 494</box>
article-body: Mr. Redmond presided at a meeting of fifty Irish delegates and approved Mr. Lloyd George's scheme as a provisional settlement. There were two dissentients. It was also resolved that those who had been sentenced should be treated as political prisoners. <box>1439 496 1653 569</box>
article-subheading: AN ENLISTMENT QUESTION <box>1691 701 1862 714</box>
article-subheading: CHAIN OF MOUNTAINS SECURED. <box>275 1282 481 1295</box>
article-subheading: GERMAN COUNTER-ATTACK DEFEATED. <box>534 1060 707 1086</box>
article-body: Speaking of the proposed shipping deal between the P. and O. Company and the New Zealand Shipping Co., Mr. A. W. Bennett, general manager in New Zealand of the New Zealand Shipping Company, remarked to-day that the benefit which shareholders in the New Zealand Shipping Company would derive, should the proposal be accepted, would be that the P. and O. Company paid £4 per cent. dividend on the £10 shares, whereas the New Zealand Shipping Company was paying six per cent. It was one of the conditions of the proposed arrangement that 70 per cent. of the shares were then transferred. The New Zealand Shipping Company showed that the arrangement could not be handled over to the Dominion, inasmuch as the P. and O. Company owned 20 ocean-going steamers and it had controlling powers similar to those it now sought over the British-Indian Steam Navigation Company, which had 134 steamers. There would therefore always be a possibility of additional tonnage coming into this trade should it be required. <box>1671 982 1882 1240</box>
article-body: A train-load of British wounded reached Charing Cross, including a number of Anzacs who had not been engaged in the great push, but in the preliminary raids. All were in high spirits. The Anzacs are now holding the sectors where the British are advancing. <box>976 561 1185 634</box>
dateline: Wellington, Last Night. <box>1303 1511 1421 1523</box>
article-body: Maori Contingent.—Pronounced out of danger.—Private Hanika, Private Ratuere. <box>1203 1466 1421 1490</box>
article-body: Military critics emphasise the need for continued caution and to be sparing in lives until the general break through is possible, meanwhile forcing action only where decisive superiority is assured, inflicting the maximum loss on the enemy with the minimum loss to ourselves. <box>976 247 1185 320</box>
article-heading: CHINA. <box>1501 900 1591 925</box>
article-body: Our left wing in the Caucasus is progressing. <box>282 1437 463 1449</box>
article-subheading: HOSPITAL REPORT. <box>1254 1338 1370 1351</box>
article-subheading: THE METAL MARKETS. <box>1476 1159 1616 1172</box>
dateline: London, July 3. <box>178 1084 255 1095</box>
